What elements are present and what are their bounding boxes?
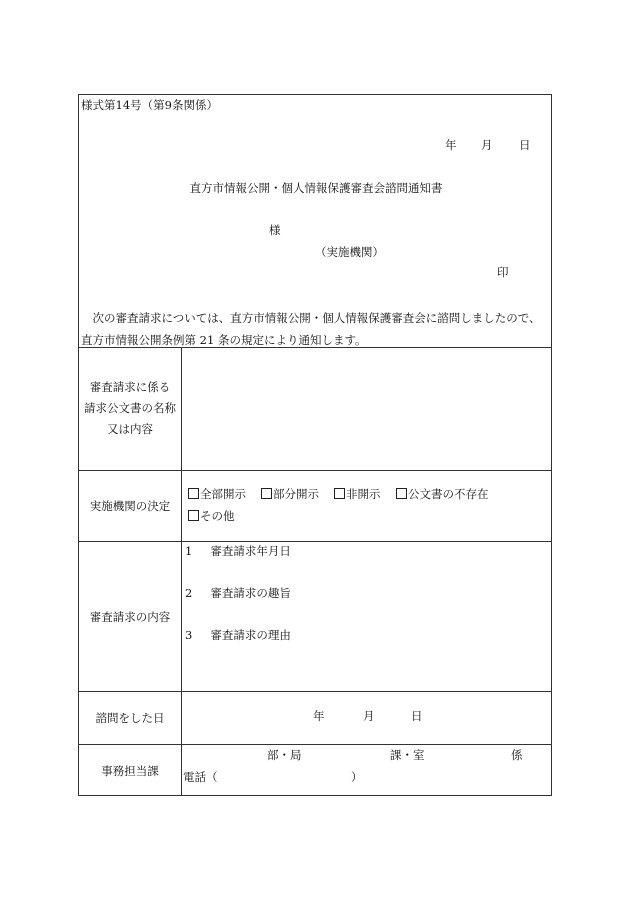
document-title: 直方市情報公開・個人情報保護審査会諮問通知書 [189,181,443,195]
option-other[interactable]: その他 [188,510,235,524]
option-document-nonexistent[interactable]: 公文書の不存在 [396,488,489,502]
divider [79,691,551,692]
unit-label: 係 [511,748,523,762]
divider [79,744,551,745]
option-partial-disclosure[interactable]: 部分開示 [261,488,319,502]
checkbox-icon [188,488,199,499]
divider [79,541,551,542]
request-item: 3 審査請求の理由 [185,628,291,642]
date-year-label: 年 [445,138,457,152]
column-divider [181,347,182,796]
request-content-label: 審査請求の内容 [89,610,171,624]
checkbox-icon [396,488,407,499]
label-line: 審査請求に係る [89,380,171,394]
addressee-suffix: 様 [269,223,281,237]
divider [79,347,551,348]
consult-year-label: 年 [313,709,325,723]
phone-label: 電話（ [183,770,218,784]
dept-label: 部・局 [267,748,302,762]
divider [79,470,551,471]
checkbox-icon [261,488,272,499]
label-line: 請求公文書の名称 [84,401,176,415]
option-full-disclosure[interactable]: 全部開示 [188,488,246,502]
label-line: 又は内容 [107,422,153,436]
consult-day-label: 日 [411,709,423,723]
document-name-label [79,377,181,440]
seal-mark: 印 [497,265,509,279]
checkbox-icon [334,488,345,499]
phone-close: ） [351,770,363,784]
checkbox-icon [188,510,199,521]
notification-body-text: 次の審査請求については、直方市情報公開・個人情報保護審査会に諮問しましたので、直方市情報公開条例第 21 条の規定により通知します。 [81,311,541,347]
option-non-disclosure[interactable]: 非開示 [334,488,381,502]
date-month-label: 月 [481,138,493,152]
contact-department-label: 事務担当課 [101,764,159,778]
request-item: 1 審査請求年月日 [185,544,291,558]
inquiry-notification-form [78,94,552,796]
date-day-label: 日 [519,138,531,152]
consult-date-label: 諮問をした日 [95,711,165,725]
consult-month-label: 月 [363,709,375,723]
implementing-agency-label: （実施機関） [315,245,384,259]
form-number: 様式第14号（第9条関係） [81,98,218,112]
section-label: 課・室 [390,748,425,762]
decision-label: 実施機関の決定 [89,499,171,513]
request-item: 2 審査請求の趣旨 [185,586,291,600]
